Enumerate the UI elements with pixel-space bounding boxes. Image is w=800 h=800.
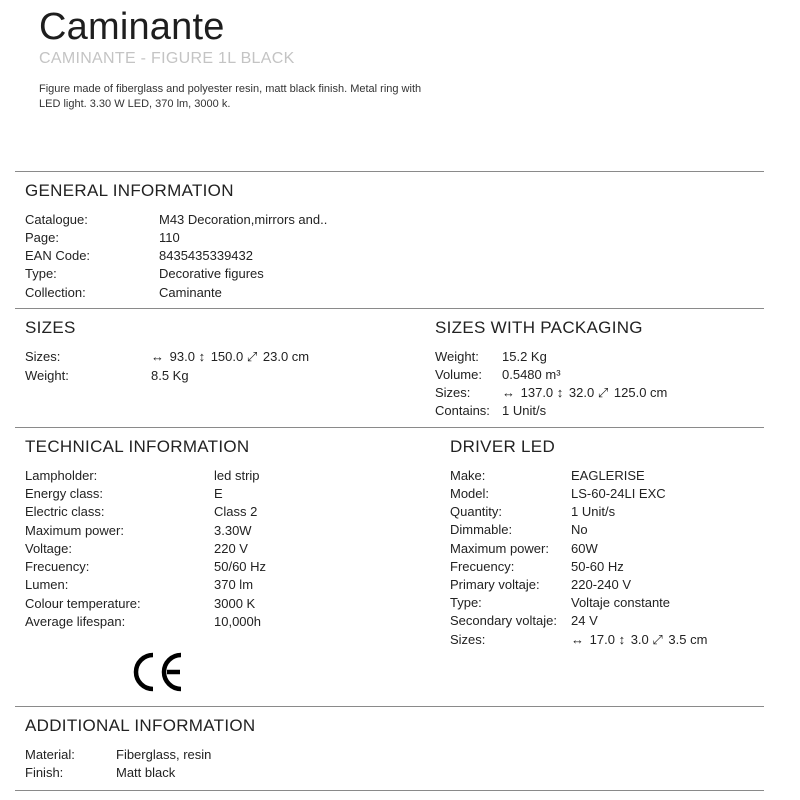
height-value: 150.0 xyxy=(210,349,244,364)
horizontal-arrow-icon: ↔ xyxy=(151,349,164,364)
row-label: Collection: xyxy=(25,285,86,300)
row-label: Secondary voltaje: xyxy=(450,613,557,628)
ce-mark-svg xyxy=(133,652,185,692)
depth-value: 3.5 cm xyxy=(668,632,708,647)
row-label: Catalogue: xyxy=(25,212,88,227)
sizes-heading: SIZES xyxy=(25,318,76,337)
row-label: Weight: xyxy=(25,368,69,383)
depth-value: 23.0 cm xyxy=(262,349,310,364)
row-label: Energy class: xyxy=(25,486,104,501)
dimensions xyxy=(151,348,309,366)
row-value: LS-60-24LI EXC xyxy=(571,486,666,501)
divider xyxy=(15,706,764,707)
row-label: Page: xyxy=(25,230,59,245)
vertical-arrow-icon: ↕ xyxy=(556,385,564,400)
row-value: Matt black xyxy=(116,765,176,780)
row-value: 110 xyxy=(159,230,180,245)
driver-heading: DRIVER LED xyxy=(450,437,556,456)
horizontal-arrow-icon: ↔ xyxy=(571,632,584,647)
row-label: Dimmable: xyxy=(450,522,513,537)
row-value: 50/60 Hz xyxy=(214,559,267,574)
row-label: Volume: xyxy=(435,367,482,382)
row-label: Electric class: xyxy=(25,504,105,519)
divider xyxy=(15,171,764,172)
row-value: 24 V xyxy=(571,613,598,628)
row-label: Type: xyxy=(25,266,57,281)
row-label: Frecuency: xyxy=(25,559,90,574)
row-label: EAN Code: xyxy=(25,248,91,263)
diagonal-arrow-icon: ⤢ xyxy=(652,632,663,647)
row-value: 3.30W xyxy=(214,523,252,538)
row-label: Sizes: xyxy=(450,632,486,647)
horizontal-arrow-icon: ↔ xyxy=(502,385,515,400)
row-label: Weight: xyxy=(435,349,479,364)
row-value: 220 V xyxy=(214,541,248,556)
row-label: Type: xyxy=(450,595,482,610)
row-value: led strip xyxy=(214,468,260,483)
row-value: Voltaje constante xyxy=(571,595,671,610)
row-label: Voltage: xyxy=(25,541,72,556)
dimensions xyxy=(502,384,667,402)
row-value: Class 2 xyxy=(214,504,258,519)
row-value: Fiberglass, resin xyxy=(116,747,212,762)
divider xyxy=(15,790,764,791)
page-title: Caminante xyxy=(39,6,225,48)
row-value: Caminante xyxy=(159,285,222,300)
height-value: 3.0 xyxy=(630,632,649,647)
row-value: 15.2 Kg xyxy=(502,349,547,364)
diagonal-arrow-icon: ⤢ xyxy=(597,385,609,400)
row-value: 50-60 Hz xyxy=(571,559,624,574)
row-label: Sizes: xyxy=(25,349,61,364)
product-subtitle: CAMINANTE - FIGURE 1L BLACK xyxy=(39,50,295,67)
dimensions xyxy=(571,631,707,649)
ce-mark-icon xyxy=(133,652,185,697)
row-label: Sizes: xyxy=(435,385,471,400)
additional-heading: ADDITIONAL INFORMATION xyxy=(25,716,256,735)
vertical-arrow-icon: ↕ xyxy=(198,349,206,364)
row-value: 370 lm xyxy=(214,577,254,592)
row-value: 3000 K xyxy=(214,596,256,611)
row-label: Material: xyxy=(25,747,75,762)
row-label: Maximum power: xyxy=(450,541,549,556)
row-label: Primary voltaje: xyxy=(450,577,540,592)
row-value: 60W xyxy=(571,541,598,556)
row-label: Finish: xyxy=(25,765,64,780)
row-value: 0.5480 m³ xyxy=(502,367,561,382)
row-value: 8.5 Kg xyxy=(151,368,189,383)
row-value: Decorative figures xyxy=(159,266,264,281)
row-label: Maximum power: xyxy=(25,523,124,538)
height-value: 32.0 xyxy=(568,385,595,400)
row-label: Make: xyxy=(450,468,486,483)
width-value: 17.0 xyxy=(589,632,615,647)
row-value: 220-240 V xyxy=(571,577,631,592)
row-label: Colour temperature: xyxy=(25,596,141,611)
row-label: Lampholder: xyxy=(25,468,98,483)
row-label: Quantity: xyxy=(450,504,503,519)
row-label: Frecuency: xyxy=(450,559,515,574)
row-label: Model: xyxy=(450,486,490,501)
row-value: 1 Unit/s xyxy=(571,504,616,519)
row-label: Contains: xyxy=(435,403,490,418)
technical-heading: TECHNICAL INFORMATION xyxy=(25,437,250,456)
depth-value: 125.0 cm xyxy=(613,385,668,400)
row-value: M43 Decoration,mirrors and.. xyxy=(159,212,328,227)
width-value: 93.0 xyxy=(169,349,195,364)
divider xyxy=(15,308,764,309)
row-value: 1 Unit/s xyxy=(502,403,547,418)
row-value: No xyxy=(571,522,588,537)
row-value: EAGLERISE xyxy=(571,468,645,483)
product-description: Figure made of fiberglass and polyester resin, matt black finish. Metal ring with LED light. 3.30 W LED, 370 lm, 3000 k. xyxy=(39,83,422,110)
width-value: 137.0 xyxy=(520,385,554,400)
row-value: E xyxy=(214,486,223,501)
vertical-arrow-icon: ↕ xyxy=(618,632,626,647)
row-value: 8435435339432 xyxy=(159,248,253,263)
divider xyxy=(15,427,764,428)
row-label: Lumen: xyxy=(25,577,69,592)
packaging-heading: SIZES WITH PACKAGING xyxy=(435,318,643,337)
diagonal-arrow-icon: ⤢ xyxy=(246,349,258,364)
general-heading: GENERAL INFORMATION xyxy=(25,181,234,200)
row-label: Average lifespan: xyxy=(25,614,126,629)
row-value: 10,000h xyxy=(214,614,261,629)
